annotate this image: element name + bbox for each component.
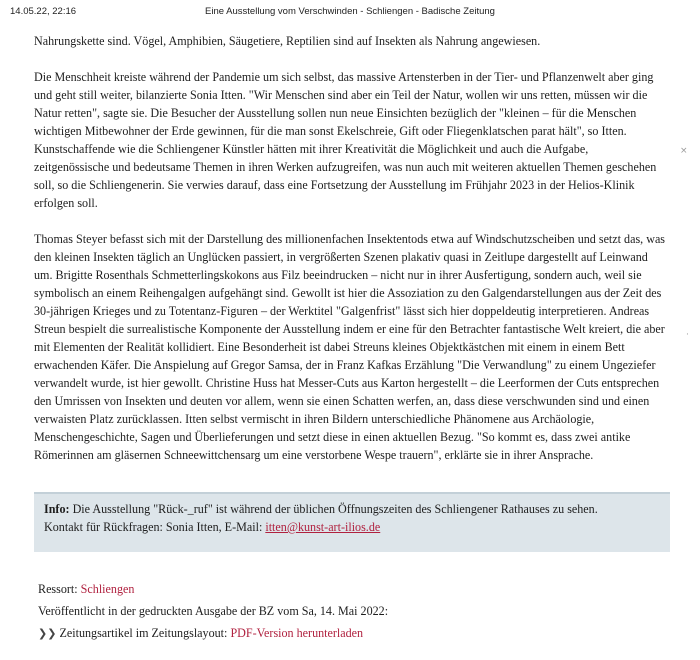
article-body (34, 32, 666, 464)
ressort-line (38, 580, 658, 598)
article-paragraph: Thomas Steyer befasst sich mit der Darstellung des millionenfachen Insektentods etwa auf Windschutzscheiben und setzt das, was den kleinen Insekten täglich an Unglücken passiert, in vergrößerten Szenen plakativ quasi in Zeitlupe dargestellt auf Leinwand um. Brigitte Rosenthals Schmetterlingskokons aus Filz beeindrucken – nicht nur in ihrer Ausfertigung, sondern auch, weil sie symbolisch an einem Reihengalgen aufgehängt sind. Gewollt ist hier die Assoziation zu den Galgendarstellungen aus der Zeit des 30-jährigen Krieges und zu Totentanz-Figuren – der Werktitel "Galgenfrist" lässt sich hier doppeldeutig interpretieren. Andreas Streun bespielt die surrealistische Komponente der Ausstellung indem er eine für den Betrachter fantastische Welt kreiert, die aber mit Elementen der Realität kollidiert. Eine Besonderheit ist dabei Streuns kleines Objektkästchen mit einem in einem Bett erwachenden Käfer. Die Anspielung auf Gregor Samsa, der in Franz Kafkas Erzählung "Die Verwandlung" zu einem Ungeziefer verwandelt wurde, ist hier gewollt. Christine Huss hat Messer-Cuts aus Karton hergestellt – die Leerformen der Cuts entsprechen den Umrissen von Insekten und deuten vor allem, wenn sie einen Schatten werfen, an, dass diese verschwunden sind und einen verwaisten Platz zurücklassen. Itten selbst vermischt in ihren Bildern unterschiedliche Phänomene aus Archäologie, Menschengeschichte, Sagen und Überlieferungen und setzt diese in einen aktuellen Bezug. "So kommt es, dass zwei antike Römerinnen am gläsernen Schneewittchensarg um eine verstorbene Wespe trauern", erklärte sie in ihrer Ansprache. (34, 232, 666, 462)
info-text: Die Ausstellung "Rück-_ruf" ist während der üblichen Öffnungszeiten des Schliengener Rathauses zu sehen. (69, 502, 598, 516)
print-page-title: Eine Ausstellung vom Verschwinden - Schliengen - Badische Zeitung (205, 6, 495, 17)
print-header (6, 6, 694, 20)
pdf-download-link[interactable]: PDF-Version herunterladen (230, 626, 364, 640)
info-label: Info: (44, 502, 70, 516)
contact-text: Kontakt für Rückfragen: Sonia Itten, E-Mail: (44, 520, 266, 534)
email-link[interactable]: itten@kunst-art-ilios.de (265, 520, 381, 534)
ressort-label: Ressort: (38, 582, 81, 596)
ressort-link[interactable]: Schliengen (80, 582, 135, 596)
article-paragraph: Nahrungskette sind. Vögel, Amphibien, Säugetiere, Reptilien sind auf Insekten als Nahrung angewiesen. (34, 34, 541, 48)
layout-label: Zeitungsartikel im Zeitungslayout: (59, 626, 231, 640)
info-line (44, 500, 660, 518)
double-chevron-right-icon: ❯❯ (38, 627, 57, 640)
print-date: 14.05.22, 22:16 (10, 6, 77, 17)
article-meta (38, 580, 658, 646)
article-paragraph: Die Menschheit kreiste während der Pandemie um sich selbst, das massive Artensterben in der Tier- und Pflanzenwelt aber ging und geht still weiter, bilanzierte Sonia Itten. "Wir Menschen sind aber ein Teil der Natur, wollen wir uns retten, müssen wir die Natur retten", sagte sie. Die Besucher der Ausstellung sollen nun neue Einsichten bezüglich der "kleinen – für die Menschen wichtigen Mitbewohner der Erde gewinnen, für die man sonst Ekelschreie, Gift oder Fliegenklatschen parat hält", so Itten. Kunstschaffende wie die Schliengener Künstler hätten mit ihrer Kreativität die Möglichkeit und auch die Aufgabe, zeitgenössische und bedeutsame Themen in ihren Werken aufzugreifen, was nun auch mit weiteren aktuellen Themen geschehen soll, so die Schliengenerin. Sie verwies darauf, dass eine Fortsetzung der Ausstellung im Frühjahr 2023 in der Helios-Klinik erfolgen soll. (34, 70, 657, 210)
scan-mark: · (686, 330, 689, 340)
published-line: Veröffentlicht in der gedruckten Ausgabe der BZ vom Sa, 14. Mai 2022: (38, 604, 389, 618)
contact-line (44, 518, 660, 536)
layout-line (38, 624, 658, 642)
info-box (34, 492, 670, 552)
scan-mark: × (680, 146, 688, 156)
